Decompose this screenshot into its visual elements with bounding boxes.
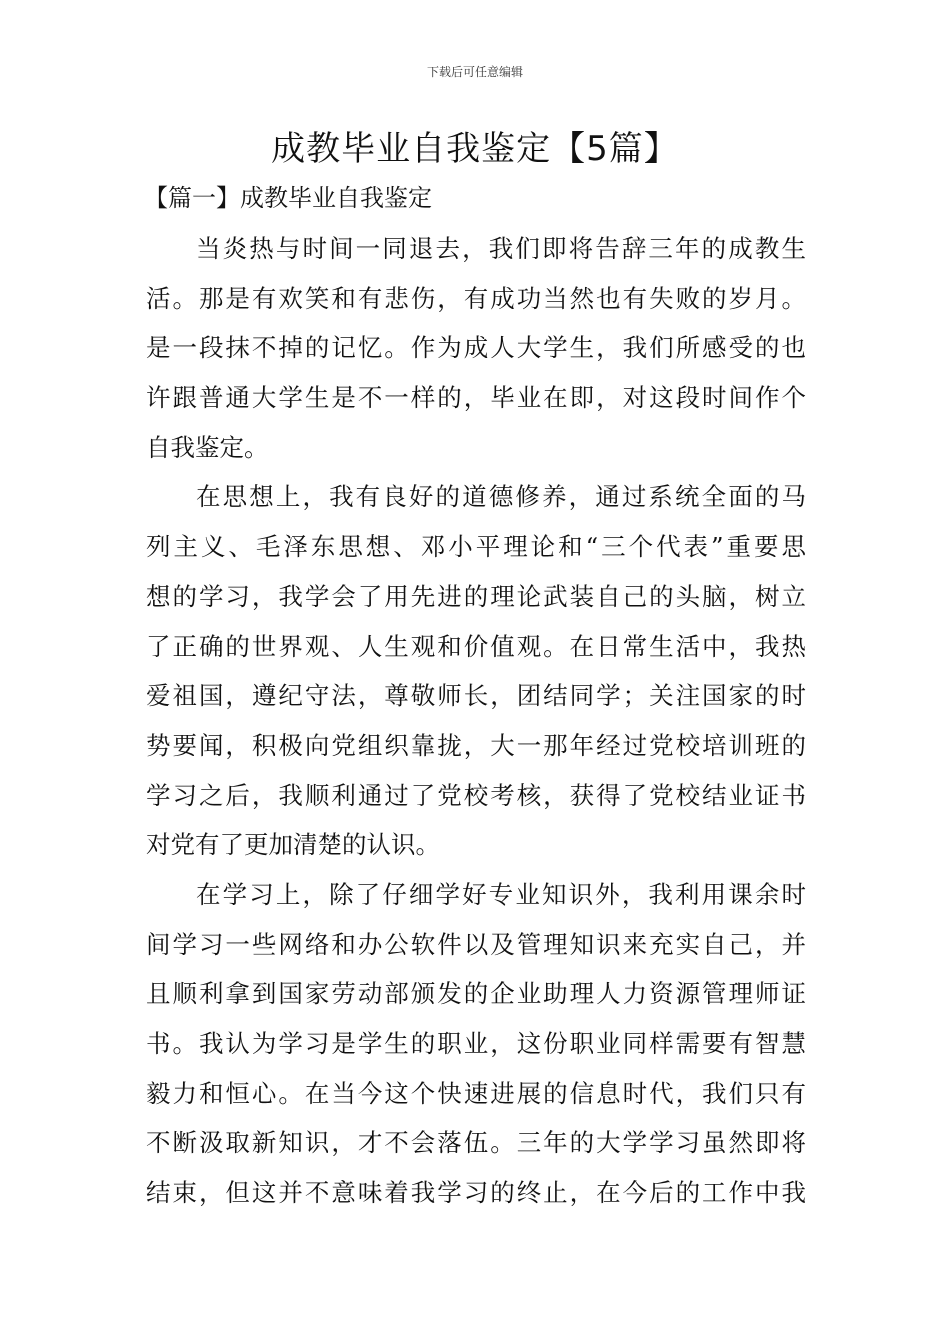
paragraph-1-line-4: 许跟普通大学生是不一样的，毕业在即，对这段时间作个 xyxy=(146,383,806,413)
paragraph-3-line-6: 不断汲取新知识，才不会落伍。三年的大学学习虽然即将 xyxy=(146,1128,806,1158)
paragraph-1-line-2: 活。那是有欢笑和有悲伤，有成功当然也有失败的岁月。 xyxy=(146,283,806,313)
paragraph-2-line-3: 想的学习，我学会了用先进的理论武装自己的头脑，树立 xyxy=(146,581,806,611)
paragraph-3-line-7: 结束，但这并不意味着我学习的终止，在今后的工作中我 xyxy=(146,1178,806,1208)
paragraph-2-line-5: 爱祖国，遵纪守法，尊敬师长，团结同学；关注国家的时 xyxy=(146,681,806,711)
paragraph-3-line-2: 间学习一些网络和办公软件以及管理知识来充实自己，并 xyxy=(146,929,806,959)
paragraph-1-line-1: 当炎热与时间一同退去，我们即将告辞三年的成教生 xyxy=(196,234,806,263)
paragraph-2-line-8: 对党有了更加清楚的认识。 xyxy=(146,830,440,860)
document-title: 成教毕业自我鉴定【5篇】 xyxy=(271,129,679,169)
paragraph-3-line-1: 在学习上，除了仔细学好专业知识外，我利用课余时 xyxy=(196,879,806,909)
document-body xyxy=(146,224,806,1218)
paragraph-2-line-1: 在思想上，我有良好的道德修养，通过系统全面的马 xyxy=(196,482,806,512)
paragraph-2-line-6: 势要闻，积极向党组织靠拢，大一那年经过党校培训班的 xyxy=(146,730,806,760)
paragraph-2-line-7: 学习之后，我顺利通过了党校考核，获得了党校结业证书 xyxy=(146,780,806,810)
paragraph-2-line-4: 了正确的世界观、人生观和价值观。在日常生活中，我热 xyxy=(146,631,806,661)
paragraph-2-line-2: 列主义、毛泽东思想、邓小平理论和“三个代表”重要思 xyxy=(146,532,806,562)
section-heading: 【篇一】成教毕业自我鉴定 xyxy=(144,184,432,212)
paragraph-1-line-5: 自我鉴定。 xyxy=(146,432,269,462)
paragraph-1-line-3: 是一段抹不掉的记忆。作为成人大学生，我们所感受的也 xyxy=(146,333,806,363)
paragraph-3-line-4: 书。我认为学习是学生的职业，这份职业同样需要有智慧 xyxy=(146,1029,806,1058)
paragraph-3-line-5: 毅力和恒心。在当今这个快速进展的信息时代，我们只有 xyxy=(146,1078,806,1108)
page-header: 下载后可任意编辑 xyxy=(426,65,523,79)
paragraph-3-line-3: 且顺利拿到国家劳动部颁发的企业助理人力资源管理师证 xyxy=(146,979,806,1009)
